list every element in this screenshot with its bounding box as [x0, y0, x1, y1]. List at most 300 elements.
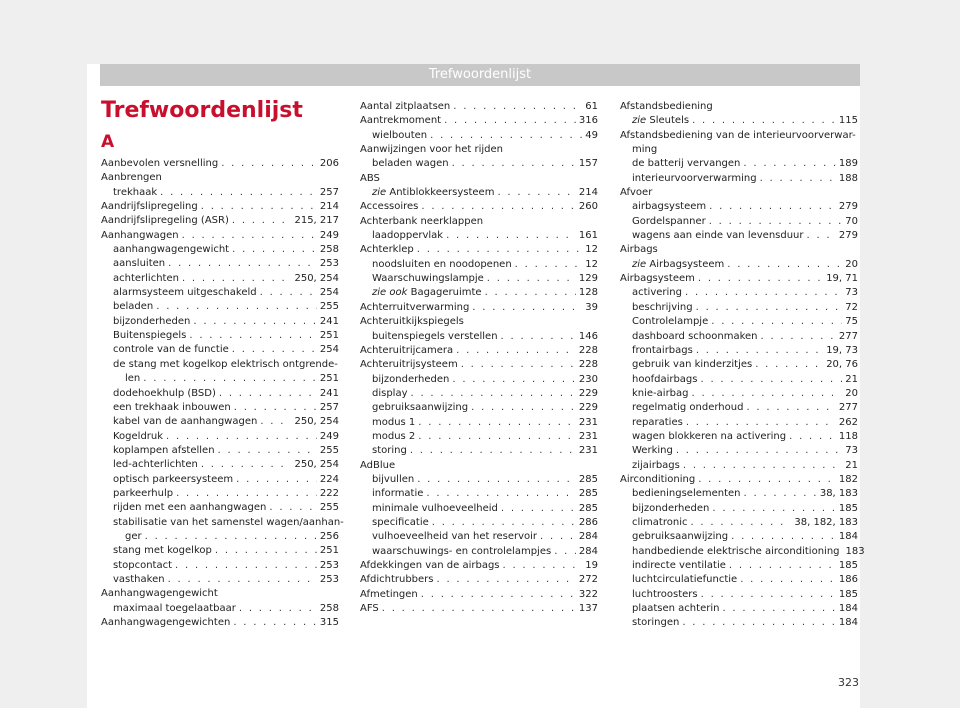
- index-entry: [360, 215, 598, 229]
- index-term-text: koplampen afstellen: [113, 444, 215, 456]
- index-term-text: Afdekkingen van de airbags: [360, 560, 500, 571]
- index-term: [113, 359, 338, 370]
- index-term: [632, 602, 719, 616]
- page-reference: 157: [578, 158, 598, 170]
- index-term-text: beschrijving: [632, 301, 693, 313]
- page-reference: 137: [578, 603, 598, 615]
- dot-leader: [676, 444, 842, 458]
- dot-leader: [696, 301, 843, 315]
- index-entry: [101, 171, 339, 185]
- dot-leader: [515, 258, 583, 272]
- index-entry: [360, 602, 598, 616]
- index-entry: [360, 200, 598, 214]
- page-reference: 254: [319, 344, 339, 356]
- page-reference: 189: [838, 158, 858, 170]
- index-entry: [101, 214, 339, 228]
- index-term-text: Afstandsbediening van de interieurvoorverwar-: [620, 129, 856, 141]
- page-reference: 315: [319, 617, 339, 628]
- index-term-text: knie-airbag: [632, 387, 689, 399]
- index-entry: [360, 301, 598, 315]
- index-entry: [101, 300, 339, 314]
- page-reference: 286: [578, 516, 598, 528]
- index-term-text: Buitenspiegels: [113, 330, 187, 342]
- page-reference: 250, 254: [294, 459, 339, 471]
- index-entry: [360, 114, 598, 128]
- index-term-text: Aanhangwagen: [101, 229, 179, 241]
- index-term: [101, 616, 230, 630]
- dot-leader: [421, 200, 576, 214]
- page-reference: 322: [578, 588, 598, 600]
- index-term-text: plaatsen achterin: [632, 603, 720, 615]
- index-term-text: luchtroosters: [632, 588, 698, 600]
- index-entry: [101, 257, 339, 271]
- index-entry: [360, 502, 598, 516]
- page-reference: 128: [578, 287, 598, 299]
- page-reference: 257: [319, 401, 339, 413]
- dot-leader: [789, 430, 836, 444]
- index-term: [620, 272, 695, 286]
- page-reference: 258: [319, 602, 339, 614]
- dot-leader: [760, 172, 836, 186]
- page-reference: 254: [319, 287, 339, 299]
- index-term: [620, 187, 652, 198]
- index-term-text: handbediende elektrische airconditioning: [632, 545, 840, 557]
- index-term-text: aanhangwagengewicht: [113, 244, 230, 256]
- index-term-text: Airconditioning: [620, 473, 696, 485]
- dot-leader: [446, 229, 576, 243]
- index-term-text: informatie: [372, 488, 424, 500]
- index-term: [372, 444, 407, 458]
- index-entry: [620, 416, 858, 430]
- index-term-text: een trekhaak inbouwen: [113, 401, 231, 413]
- index-term-text: parkeerhulp: [113, 487, 174, 499]
- index-entry: [620, 129, 858, 143]
- index-term: [632, 229, 804, 243]
- page-reference: 272: [578, 574, 598, 586]
- index-term-text: modus 1: [372, 416, 416, 428]
- index-term: [372, 430, 415, 444]
- section-letter: A: [101, 132, 115, 152]
- dot-leader: [453, 100, 582, 114]
- page-reference: 12: [585, 258, 598, 270]
- page-reference: 241: [319, 387, 339, 399]
- page-reference: 185: [838, 560, 858, 571]
- index-term: [632, 358, 752, 372]
- dot-leader: [692, 114, 836, 128]
- index-term: [632, 487, 741, 501]
- index-entry: [360, 588, 598, 602]
- page-reference: 262: [838, 416, 858, 428]
- index-term-text: de batterij vervangen: [632, 158, 741, 170]
- dot-leader: [501, 330, 576, 344]
- index-term: [620, 130, 856, 141]
- index-entry: [620, 602, 858, 616]
- page-reference: 257: [319, 186, 339, 198]
- page-reference: 38, 182, 183: [794, 516, 858, 528]
- index-term-text: regelmatig onderhoud: [632, 402, 744, 414]
- index-term: [372, 416, 415, 430]
- dot-leader: [709, 200, 836, 214]
- index-term: [113, 501, 266, 515]
- index-entry: [620, 358, 858, 372]
- index-term-text: Achteruitkijkspiegels: [360, 316, 464, 328]
- dot-leader: [156, 300, 317, 314]
- page-reference: 75: [845, 316, 858, 328]
- index-term-text: gebruiksaanwijzing: [372, 402, 469, 414]
- page-reference: 285: [578, 473, 598, 485]
- dot-leader: [239, 602, 317, 616]
- index-term-text: Aantal zitplaatsen: [360, 101, 451, 112]
- page-reference: 70: [845, 215, 858, 227]
- index-entry: [360, 430, 598, 444]
- index-term: [372, 129, 427, 143]
- page-reference: 284: [578, 545, 598, 557]
- page-reference: 229: [578, 387, 598, 399]
- index-term-text: Afmetingen: [360, 588, 418, 600]
- index-entry: [620, 258, 858, 272]
- index-term-text: bijzonderheden: [372, 373, 450, 385]
- dot-leader: [432, 516, 576, 530]
- index-term: [113, 186, 157, 200]
- index-entry: [360, 330, 598, 344]
- index-term-text: indirecte ventilatie: [632, 560, 726, 571]
- dot-leader: [744, 487, 817, 501]
- index-entry: [360, 559, 598, 573]
- dot-leader: [701, 588, 836, 602]
- index-term-text: stabilisatie van het samenstel wagen/aanhan-: [113, 516, 344, 528]
- index-term-text: Aantrekmoment: [360, 115, 442, 127]
- index-entry: [620, 502, 858, 516]
- dot-leader: [260, 415, 291, 429]
- dot-leader: [201, 458, 292, 472]
- index-term: [372, 516, 429, 530]
- index-term-text: ger: [125, 530, 142, 542]
- dot-leader: [160, 186, 317, 200]
- index-term-text: bedieningselementen: [632, 488, 741, 500]
- index-entry: [101, 272, 339, 286]
- page-reference: 72: [845, 301, 858, 313]
- dot-leader: [683, 459, 842, 473]
- index-term-text: beladen: [113, 301, 154, 313]
- index-term: [632, 315, 708, 329]
- dot-leader: [755, 358, 823, 372]
- index-entry: [620, 459, 858, 473]
- index-entry: [101, 559, 339, 573]
- page-reference: 277: [838, 330, 858, 342]
- index-entry: [101, 186, 339, 200]
- index-entry: [101, 343, 339, 357]
- index-term-text: Afdichtrubbers: [360, 574, 434, 586]
- index-term: [372, 473, 414, 487]
- index-entry: [101, 573, 339, 587]
- index-term: [113, 458, 198, 472]
- page-reference: 20: [845, 258, 858, 270]
- page-reference: 255: [319, 301, 339, 313]
- index-term: [632, 530, 728, 544]
- index-term: [360, 216, 483, 227]
- index-entry: [360, 573, 598, 587]
- page-reference: 255: [319, 444, 339, 456]
- index-entry: [101, 444, 339, 458]
- index-entry: [620, 157, 858, 171]
- index-term: [360, 100, 450, 114]
- index-term-text: modus 2: [372, 430, 416, 442]
- index-term: [113, 257, 165, 271]
- index-term: [101, 200, 198, 214]
- index-term-text: stopcontact: [113, 559, 173, 571]
- dot-leader: [232, 243, 317, 257]
- index-entry: [620, 373, 858, 387]
- index-term-text: wielbouten: [372, 129, 428, 141]
- index-entry: [360, 373, 598, 387]
- dot-leader: [417, 473, 576, 487]
- page-reference: 231: [578, 430, 598, 442]
- page-reference: 184: [838, 603, 858, 615]
- dot-leader: [166, 430, 317, 444]
- dot-leader: [685, 286, 842, 300]
- index-entry: [620, 344, 858, 358]
- index-entry: [360, 487, 598, 501]
- page-reference: 20: [845, 387, 858, 399]
- index-entry: [360, 272, 598, 286]
- index-term: [632, 588, 698, 602]
- index-entry: [620, 573, 858, 587]
- index-entry: [620, 100, 858, 114]
- index-entry: [620, 516, 858, 530]
- index-term: [125, 530, 142, 544]
- page-reference: 129: [578, 273, 598, 285]
- index-term-text: dashboard schoonmaken: [632, 330, 758, 342]
- index-term-text: dodehoekhulp (BSD): [113, 387, 216, 399]
- index-term: [113, 343, 229, 357]
- page-reference: 249: [319, 430, 339, 442]
- index-term: [360, 243, 414, 257]
- dot-leader: [709, 215, 843, 229]
- page-reference: 19, 73: [826, 344, 858, 356]
- index-term: [632, 330, 758, 344]
- page-reference: 184: [838, 617, 858, 629]
- index-entry: [101, 286, 339, 300]
- index-term-text: beladen wagen: [372, 158, 449, 170]
- dot-leader: [232, 343, 317, 357]
- dot-leader: [218, 444, 317, 458]
- index-term: [632, 559, 726, 573]
- index-term: [632, 545, 840, 559]
- dot-leader: [727, 258, 842, 272]
- index-term: [101, 588, 218, 599]
- page-reference: 316: [578, 115, 598, 127]
- index-term-text: de stang met kogelkop elektrisch ontgrende-: [113, 358, 338, 370]
- dot-leader: [692, 387, 843, 401]
- index-term: [101, 229, 179, 243]
- index-term: [632, 573, 737, 587]
- index-term: [113, 315, 190, 329]
- index-term-text: ming: [632, 144, 658, 156]
- page-reference: 228: [578, 359, 598, 371]
- index-entry: [620, 243, 858, 257]
- index-term: [372, 157, 449, 171]
- dot-leader: [421, 588, 576, 602]
- page-title: Trefwoordenlijst: [101, 98, 303, 123]
- page-reference: 186: [838, 574, 858, 586]
- dot-leader: [554, 545, 576, 559]
- dot-leader: [182, 272, 292, 286]
- dot-leader: [503, 559, 583, 573]
- page-reference: 21: [845, 373, 858, 385]
- index-term: [632, 387, 689, 401]
- index-term-text: stang met kogelkop: [113, 545, 212, 557]
- dot-leader: [234, 401, 317, 415]
- index-term-text: Aandrijfslipregeling (ASR): [101, 215, 229, 227]
- index-entry: [360, 530, 598, 544]
- dot-leader: [746, 401, 835, 415]
- dot-leader: [682, 616, 836, 630]
- index-term: [360, 588, 418, 602]
- index-entry: [360, 473, 598, 487]
- dot-leader: [219, 387, 317, 401]
- index-term-text: Aanhangwagengewichten: [101, 617, 231, 628]
- page-reference: 224: [319, 473, 339, 485]
- index-term: [101, 214, 229, 228]
- index-entry: [101, 229, 339, 243]
- index-term-text: Achterbank neerklappen: [360, 215, 484, 227]
- index-term-text: trekhaak: [113, 186, 158, 198]
- dot-leader: [743, 157, 836, 171]
- dot-leader: [418, 430, 576, 444]
- index-term-text: vasthaken: [113, 573, 165, 585]
- index-entry: [620, 301, 858, 315]
- index-entry: [620, 229, 858, 243]
- page-reference: 12: [585, 244, 598, 256]
- index-entry: [360, 516, 598, 530]
- index-entry: [360, 387, 598, 401]
- page-reference: 49: [585, 129, 598, 141]
- index-term: [632, 301, 693, 315]
- index-entry: [620, 588, 858, 602]
- page-reference: 20, 76: [826, 359, 858, 371]
- page-reference: 285: [578, 502, 598, 514]
- dot-leader: [712, 502, 836, 516]
- dot-leader: [471, 401, 576, 415]
- page-reference: 279: [838, 201, 858, 213]
- page-reference: 146: [578, 330, 598, 342]
- index-term-text: interieurvoorverwarming: [632, 172, 757, 184]
- index-term: [113, 573, 165, 587]
- index-term: [372, 387, 408, 401]
- dot-leader: [740, 573, 836, 587]
- page-reference: 185: [838, 588, 858, 600]
- dot-leader: [411, 387, 576, 401]
- index-term-text: Accessoires: [360, 201, 419, 213]
- index-term-text: wagen blokkeren na activering: [632, 430, 787, 442]
- index-term: [360, 559, 500, 573]
- index-term: [360, 460, 395, 471]
- dot-leader: [176, 487, 317, 501]
- index-term: [632, 144, 657, 155]
- index-term-text: minimale vulhoeveelheid: [372, 502, 498, 514]
- index-entry: [360, 258, 598, 272]
- index-term: [113, 387, 216, 401]
- index-entry: [360, 344, 598, 358]
- page-reference: 285: [578, 488, 598, 500]
- index-term-text: reparaties: [632, 416, 683, 428]
- index-entry: [360, 172, 598, 186]
- index-term: [113, 544, 212, 558]
- index-term: [113, 559, 172, 573]
- index-term: [632, 502, 709, 516]
- index-term: [372, 229, 443, 243]
- index-entry: [360, 315, 598, 329]
- index-term: [632, 459, 680, 473]
- index-entry: [360, 157, 598, 171]
- index-term-text: Achterruitverwarming: [360, 301, 470, 313]
- page-reference: 184: [838, 531, 858, 543]
- index-term-text: Afvoer: [620, 187, 653, 199]
- page-reference: 284: [578, 531, 598, 543]
- index-term-text: maximaal toegelaatbaar: [113, 602, 236, 614]
- page-reference: 214: [578, 187, 598, 199]
- page-reference: 161: [578, 230, 598, 242]
- index-term: [360, 316, 464, 327]
- index-term-text: Antiblokkeersysteem: [389, 187, 495, 199]
- index-term: [372, 401, 468, 415]
- page-reference: 255: [319, 502, 339, 514]
- see-reference: zie ook: [372, 287, 408, 299]
- page-reference: 250, 254: [294, 416, 339, 428]
- page-reference: 251: [319, 545, 339, 557]
- index-term: [620, 244, 658, 255]
- index-term: [113, 300, 153, 314]
- index-term-text: Airbags: [620, 244, 658, 256]
- index-term: [125, 372, 140, 386]
- page-number: 323: [838, 676, 859, 689]
- index-term-text: bijzonderheden: [632, 502, 710, 514]
- index-term-text: noodsluiten en noodopenen: [372, 258, 512, 270]
- index-term: [113, 517, 344, 528]
- page-reference: 229: [578, 402, 598, 414]
- index-term: [372, 545, 551, 559]
- index-entry: [101, 401, 339, 415]
- dot-leader: [501, 502, 576, 516]
- page-reference: 230: [578, 373, 598, 385]
- index-entry: [360, 243, 598, 257]
- index-term-text: led-achterlichten: [113, 459, 198, 471]
- dot-leader: [456, 344, 576, 358]
- index-term-text: aansluiten: [113, 258, 166, 270]
- index-term: [632, 401, 743, 415]
- page-reference: 61: [585, 101, 598, 112]
- index-entry: [620, 114, 858, 128]
- index-term: [113, 272, 179, 286]
- index-term: [372, 186, 494, 200]
- page-reference: 231: [578, 445, 598, 457]
- index-term-text: waarschuwings- en controlelampjes: [372, 545, 552, 557]
- index-entry: [101, 358, 339, 372]
- index-entry: [101, 372, 339, 386]
- index-term-text: activering: [632, 287, 682, 299]
- index-term: [360, 344, 453, 358]
- page-reference: 38, 183: [819, 488, 858, 500]
- index-entry: [360, 358, 598, 372]
- page-reference: 253: [319, 258, 339, 270]
- index-entry: [620, 330, 858, 344]
- index-term: [101, 157, 218, 171]
- index-entry: [360, 444, 598, 458]
- dot-leader: [487, 272, 576, 286]
- index-term-text: display: [372, 387, 408, 399]
- index-term-text: Achterklep: [360, 244, 414, 256]
- index-term: [113, 243, 229, 257]
